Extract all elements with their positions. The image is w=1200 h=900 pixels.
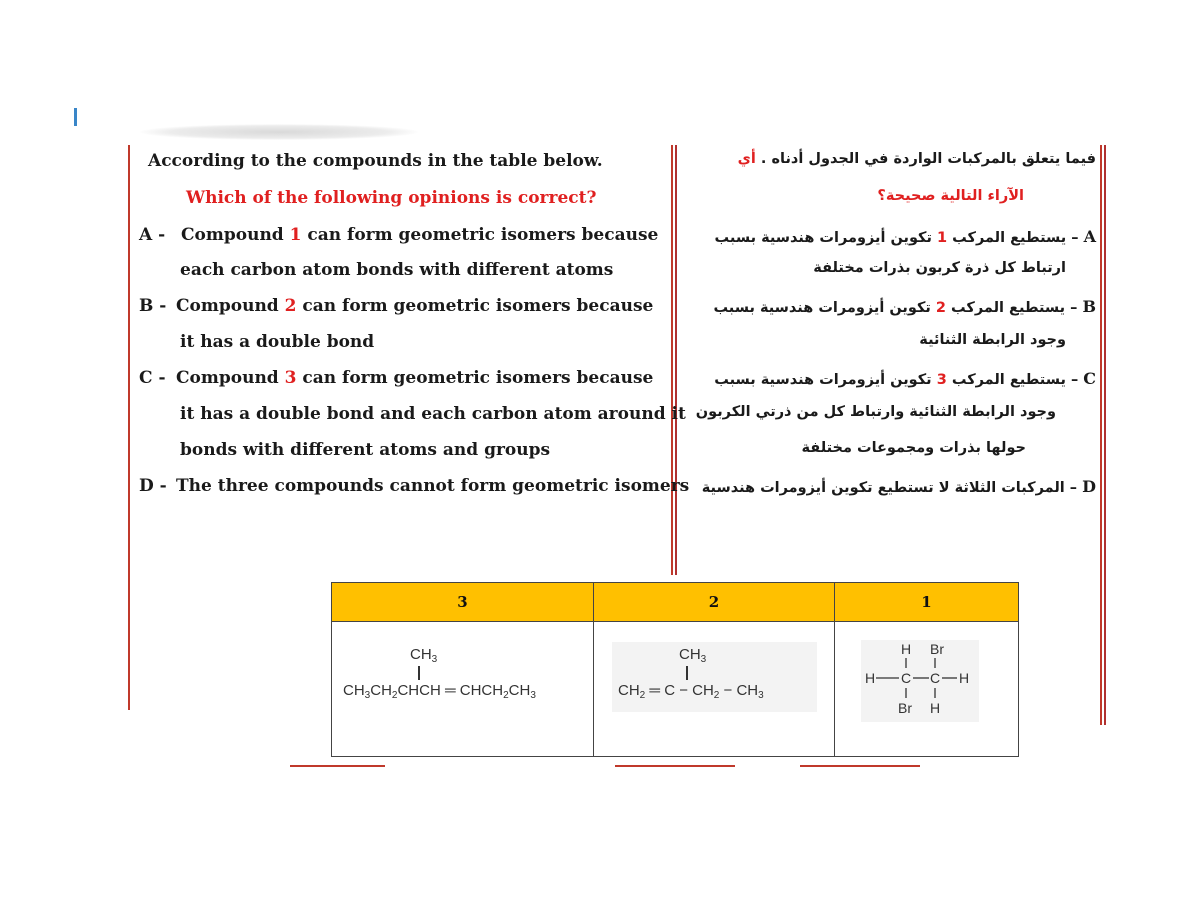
english-option-c-cont-2: bonds with different atoms and groups [180, 440, 551, 460]
c1-h-top: H [901, 641, 912, 657]
bottom-rule-3 [800, 765, 920, 767]
arabic-option-c: C – يستطيع المركب 3 تكوين أيزومرات هندسية بسبب [714, 369, 1096, 388]
c1-br-top: Br [930, 641, 944, 657]
right-border-rule-1 [1100, 145, 1102, 725]
bottom-rule-1 [290, 765, 385, 767]
compound-2-chain: $CH_2$ ═ $C - CH_2 - CH_3$ [618, 682, 764, 701]
compound-1-cell [835, 622, 1019, 757]
c1-carbon-2: C [930, 670, 941, 686]
center-rule-1 [671, 145, 673, 575]
arabic-option-c-cont-1: وجود الرابطة الثنائية وارتباط كل من ذرتي الكربون [695, 404, 1056, 420]
arabic-option-d: D – المركبات الثلاثة لا تستطيع تكوين أيزومرات هندسية [701, 477, 1096, 496]
arabic-option-a-cont: ارتباط كل ذرة كربون بذرات مختلفة [813, 260, 1066, 276]
english-option-a: A - Compound 1 can form geometric isomers because [139, 225, 659, 245]
center-rule-2 [675, 145, 677, 575]
compound-2-methyl: $CH_3$ [679, 646, 707, 665]
compound-3-methyl: $CH_3$ [410, 646, 438, 665]
scan-smudge [140, 124, 418, 140]
compound-2-bond [686, 666, 688, 680]
arabic-option-b: B – يستطيع المركب 2 تكوين أيزومرات هندسية بسبب [713, 297, 1096, 316]
left-border-rule [128, 145, 130, 710]
compound-2-cell [594, 622, 835, 757]
english-option-c-cont-1: it has a double bond and each carbon atom around it [180, 404, 686, 424]
compounds-table [331, 582, 1019, 757]
english-option-b-cont: it has a double bond [180, 332, 375, 352]
table-structure-row [332, 622, 1019, 757]
header-compound-1: 1 [835, 583, 1019, 622]
c1-br-bottom: Br [898, 700, 912, 716]
english-question: Which of the following opinions is correct? [186, 188, 597, 208]
arabic-intro: فيما يتعلق بالمركبات الواردة في الجدول أدناه . أي [737, 151, 1096, 167]
text-cursor [74, 108, 77, 126]
c1-h-right: H [959, 670, 970, 686]
header-compound-3: 3 [332, 583, 594, 622]
english-intro: According to the compounds in the table below. [148, 151, 603, 171]
english-option-c: C - Compound 3 can form geometric isomers because [139, 368, 654, 388]
compound-3-cell [332, 622, 594, 757]
right-border-rule-2 [1104, 145, 1106, 725]
compound-3-bond [418, 666, 420, 680]
arabic-question: الآراء التالية صحيحة؟ [877, 188, 1024, 204]
english-option-d: D - The three compounds cannot form geometric isomers [139, 476, 690, 496]
bottom-rule-2 [615, 765, 735, 767]
arabic-option-a: A – يستطيع المركب 1 تكوين أيزومرات هندسية بسبب [714, 227, 1096, 246]
compound-3-chain: $CH_3CH_2CHCH$ ═ $CHCH_2CH_3$ [343, 682, 536, 701]
english-option-a-cont: each carbon atom bonds with different atoms [180, 260, 614, 280]
compound-2-backdrop [612, 642, 817, 712]
english-option-b: B - Compound 2 can form geometric isomers because [139, 296, 654, 316]
compound-1-structure [861, 640, 979, 722]
arabic-option-b-cont: وجود الرابطة الثنائية [919, 332, 1066, 348]
c1-carbon-1: C [901, 670, 912, 686]
arabic-option-c-cont-2: حولها بذرات ومجموعات مختلفة [801, 440, 1026, 456]
c1-h-bottom: H [930, 700, 941, 716]
table-header-row [332, 583, 1019, 622]
header-compound-2: 2 [594, 583, 835, 622]
c1-h-left: H [865, 670, 876, 686]
